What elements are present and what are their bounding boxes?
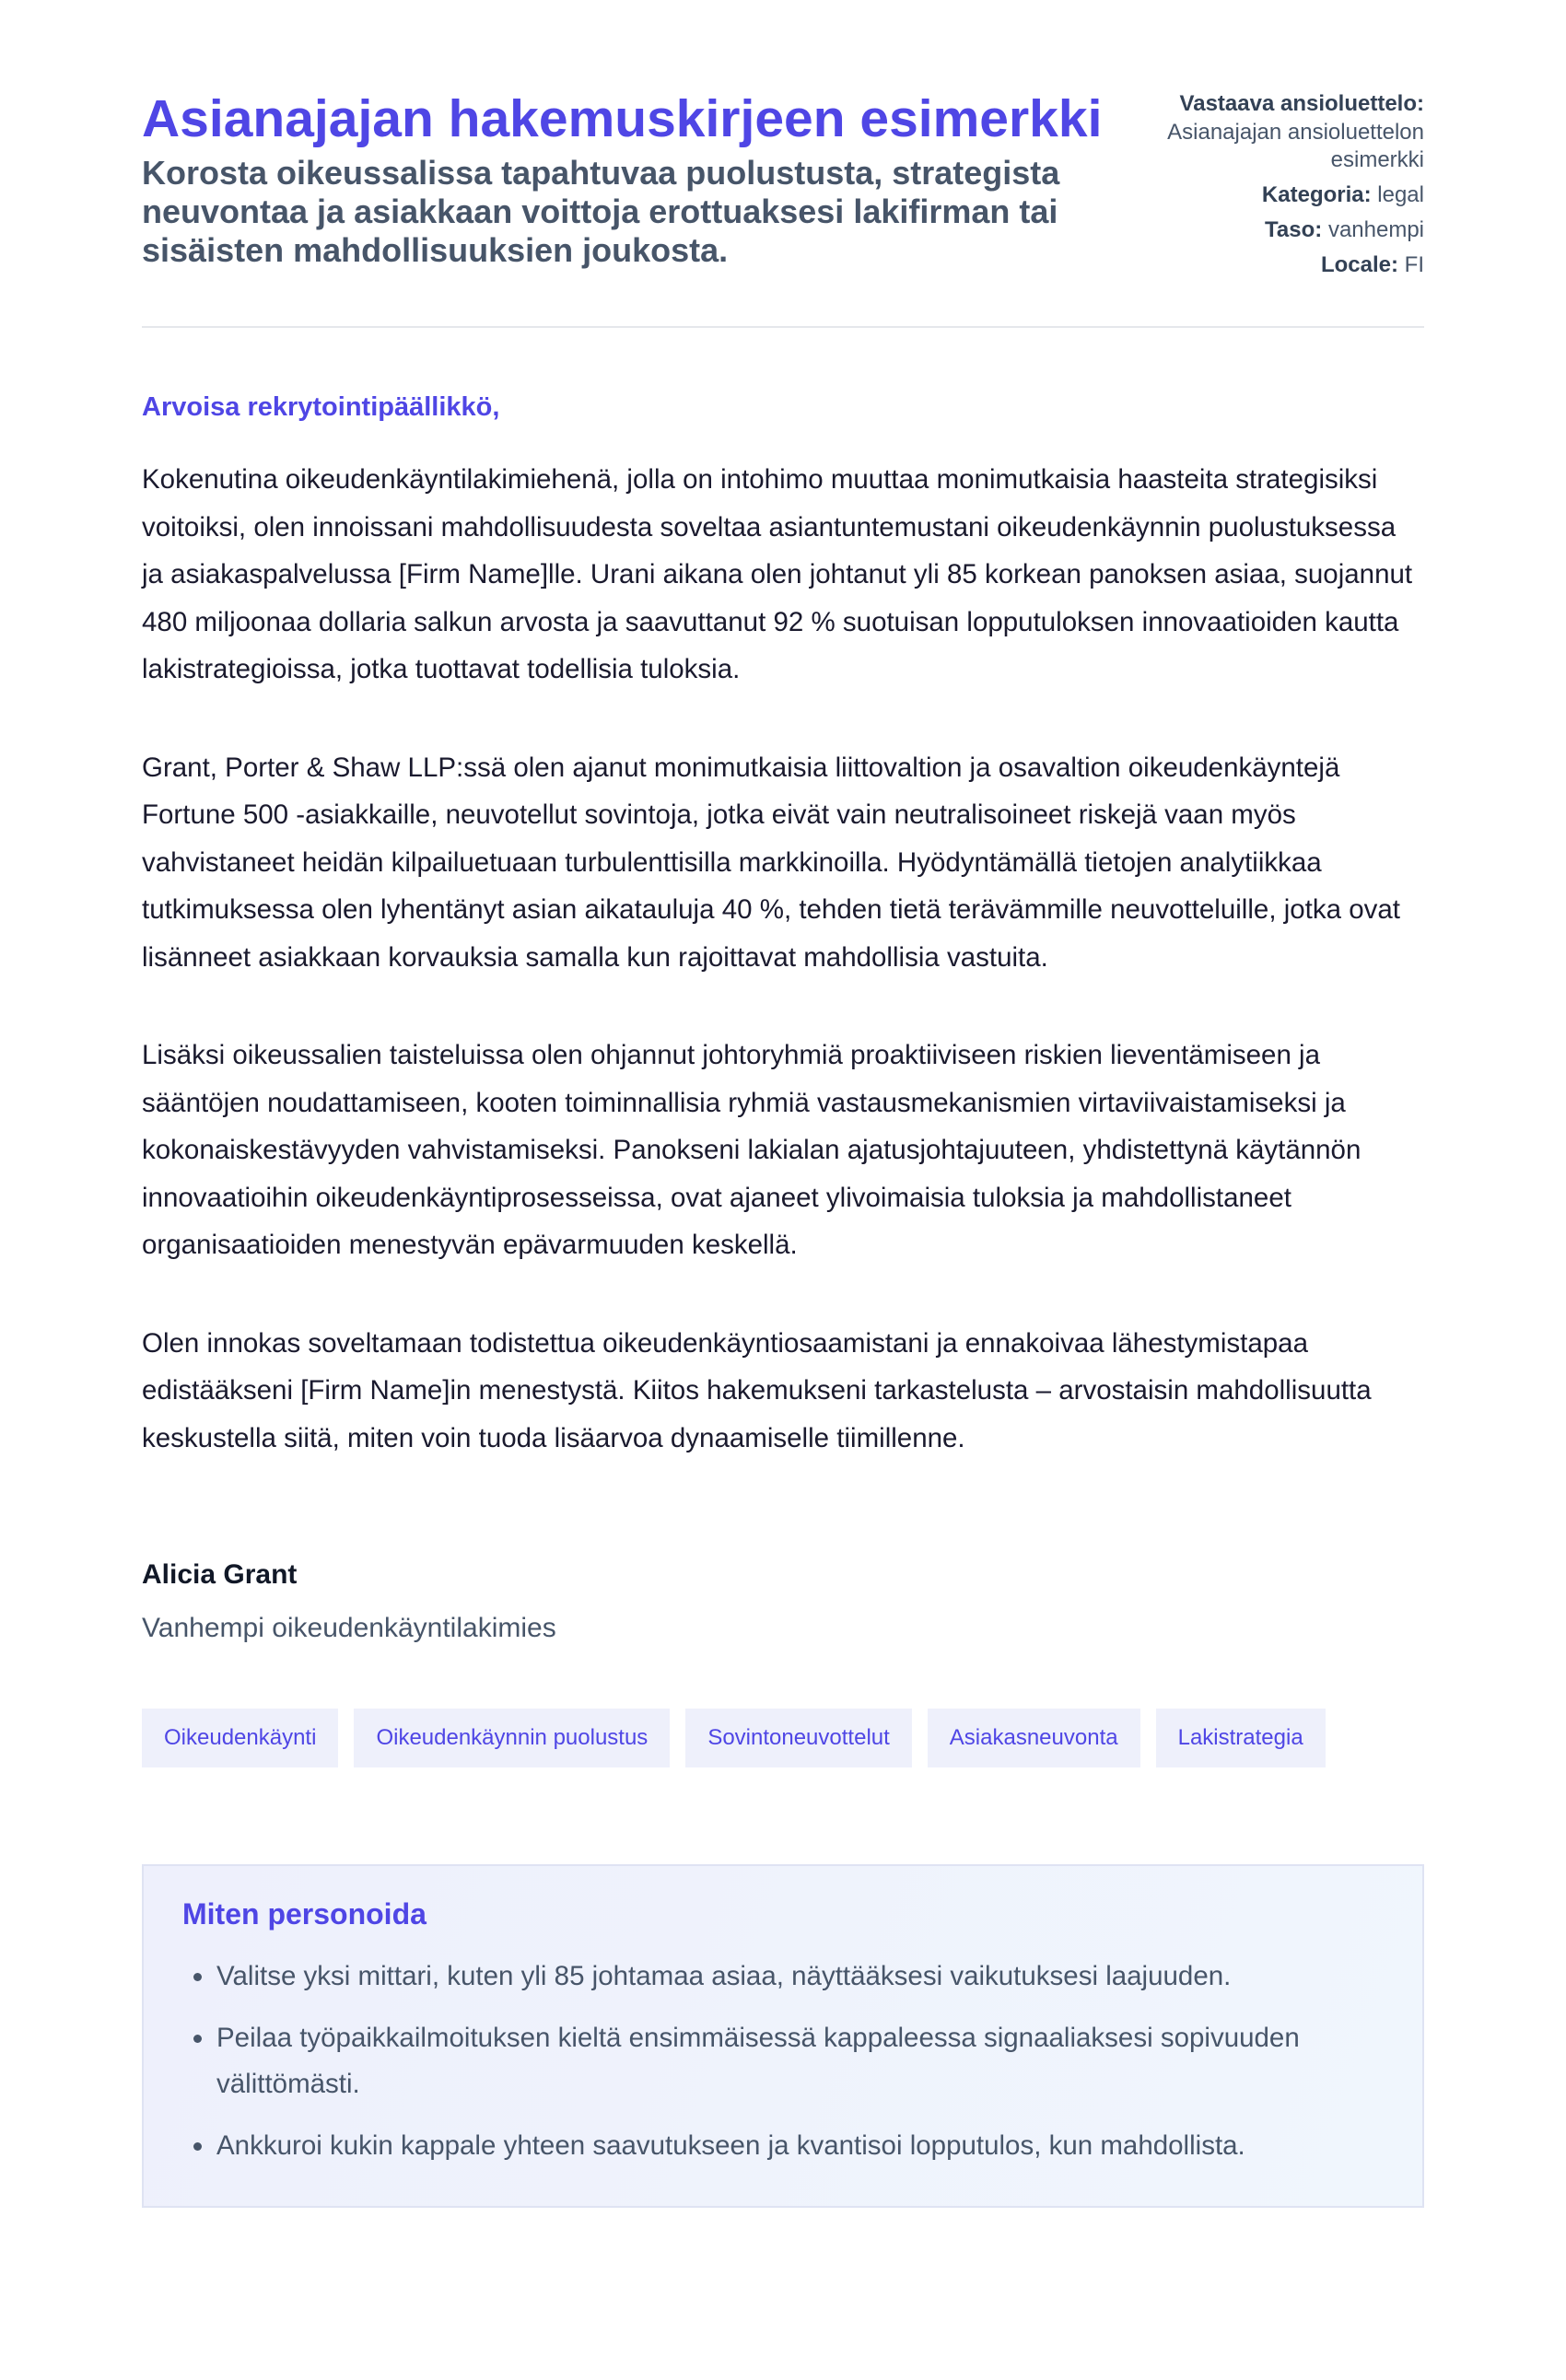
letter-greeting: Arvoisa rekrytointipäällikkö, bbox=[142, 392, 500, 423]
meta-level bbox=[1148, 216, 1424, 245]
skill-tag: Lakistrategia bbox=[1156, 1709, 1326, 1768]
meta-resume-label: Vastaava ansioluettelo: bbox=[1179, 91, 1424, 116]
meta-locale-label: Locale: bbox=[1320, 251, 1398, 277]
personalization-tips-box bbox=[142, 1864, 1424, 2208]
letter-paragraph: Kokenutina oikeudenkäyntilakimiehenä, jolla on intohimo muuttaa monimutkaisia haasteita strategisiksi voitoiksi, olen innoissani mahdollisuudesta soveltaa asiantuntemustani oikeudenkäynnin puolustuksessa ja asiakaspalvelussa [Firm Name]lle. Urani aikana olen johtanut yli 85 korkean panoksen asiaa, suojannut 480 miljoonaa dollaria salkun arvosta ja saavuttanut 92 % suotuisan lopputuloksen innovaatioiden kautta lakistrategioissa, jotka tuottavat todellisia tuloksia. bbox=[142, 464, 1413, 685]
letter-paragraph: Olen innokas soveltamaan todistettua oikeudenkäyntiosaamistani ja ennakoivaa lähestymistapaa edistääkseni [Firm Name]in menestystä. Kiitos hakemukseni tarkastelusta – arvostaisin mahdollisuutta keskustella siitä, miten voin tuoda lisäarvoa dynaamiselle tiimillenne. bbox=[142, 1327, 1372, 1453]
skill-tag: Oikeudenkäynti bbox=[142, 1709, 338, 1768]
meta-category-label: Kategoria: bbox=[1261, 182, 1372, 208]
page-header bbox=[142, 90, 1424, 286]
tip-item: • Peilaa työpaikkailmoituksen kieltä ensimmäisessä kappaleessa signaaliaksesi sopivuuden välittömästi. bbox=[216, 2015, 1384, 2107]
header-text bbox=[142, 90, 1128, 270]
skill-tag: Sovintoneuvottelut bbox=[685, 1709, 911, 1768]
skill-tag: Oikeudenkäynnin puolustus bbox=[354, 1709, 670, 1768]
tip-item: • Valitse yksi mittari, kuten yli 85 johtamaa asiaa, näyttääksesi vaikutuksesi laajuuden. bbox=[216, 1954, 1384, 2000]
page-title: Asianajajan hakemuskirjeen esimerkki bbox=[142, 89, 1103, 148]
meta-locale bbox=[1148, 251, 1424, 280]
page-subtitle: Korosta oikeussalissa tapahtuvaa puolustusta, strategista neuvontaa ja asiakkaan voittoja erottuaksesi lakifirman tai sisäisten mahdollisuuksien joukosta. bbox=[142, 153, 1060, 269]
meta-level-value: vanhempi bbox=[1327, 216, 1424, 242]
signature-title: Vanhempi oikeudenkäyntilakimies bbox=[142, 1613, 556, 1644]
meta-level-label: Taso: bbox=[1265, 216, 1323, 242]
tip-item: • Ankkuroi kukin kappale yhteen saavutukseen ja kvantisoi lopputulos, kun mahdollista. bbox=[216, 2123, 1384, 2169]
tips-title: Miten personoida bbox=[182, 1897, 427, 1931]
header-divider bbox=[142, 326, 1424, 328]
signature-name: Alicia Grant bbox=[142, 1559, 298, 1591]
letter-body bbox=[142, 456, 1424, 1462]
meta-panel bbox=[1148, 90, 1424, 286]
tips-list bbox=[182, 1954, 1384, 2169]
skill-tag: Asiakasneuvonta bbox=[928, 1709, 1140, 1768]
meta-category bbox=[1148, 181, 1424, 210]
meta-category-value: legal bbox=[1377, 182, 1424, 208]
letter-paragraph: Lisäksi oikeussalien taisteluissa olen ohjannut johtoryhmiä proaktiiviseen riskien lieventämiseen ja sääntöjen noudattamiseen, kooten toiminnallisia ryhmiä vastausmekanismien virtaviivaistamiseksi ja kokonaiskestävyyden vahvistamiseksi. Panokseni lakialan ajatusjohtajuuteen, yhdistettynä käytännön innovaatioihin oikeudenkäyntiprosesseissa, ovat ajaneet ylivoimaisia tuloksia ja mahdollistaneet organisaatioiden menestyvän epävarmuuden keskellä. bbox=[142, 1040, 1361, 1261]
signature-block bbox=[142, 1559, 1424, 1644]
meta-resume bbox=[1148, 90, 1424, 175]
letter-paragraph: Grant, Porter & Shaw LLP:ssä olen ajanut monimutkaisia liittovaltion ja osavaltion oikeudenkäyntejä Fortune 500 -asiakkaille, neuvotellut sovintoja, jotka eivät vain neutralisoineet riskejä vaan myös vahvistaneet heidän kilpailuetuaan turbulenttisilla markkinoilla. Hyödyntämällä tietojen analytiikkaa tutkimuksessa olen lyhentänyt asian aikatauluja 40 %, tehden tietä terävämmille neuvotteluille, jotka ovat lisänneet asiakkaan korvauksia samalla kun rajoittavat mahdollisia vastuita. bbox=[142, 752, 1400, 973]
skill-tags bbox=[142, 1709, 1424, 1768]
meta-resume-link[interactable]: Asianajajan ansioluettelon esimerkki bbox=[1167, 119, 1424, 173]
meta-locale-value: FI bbox=[1404, 251, 1424, 277]
